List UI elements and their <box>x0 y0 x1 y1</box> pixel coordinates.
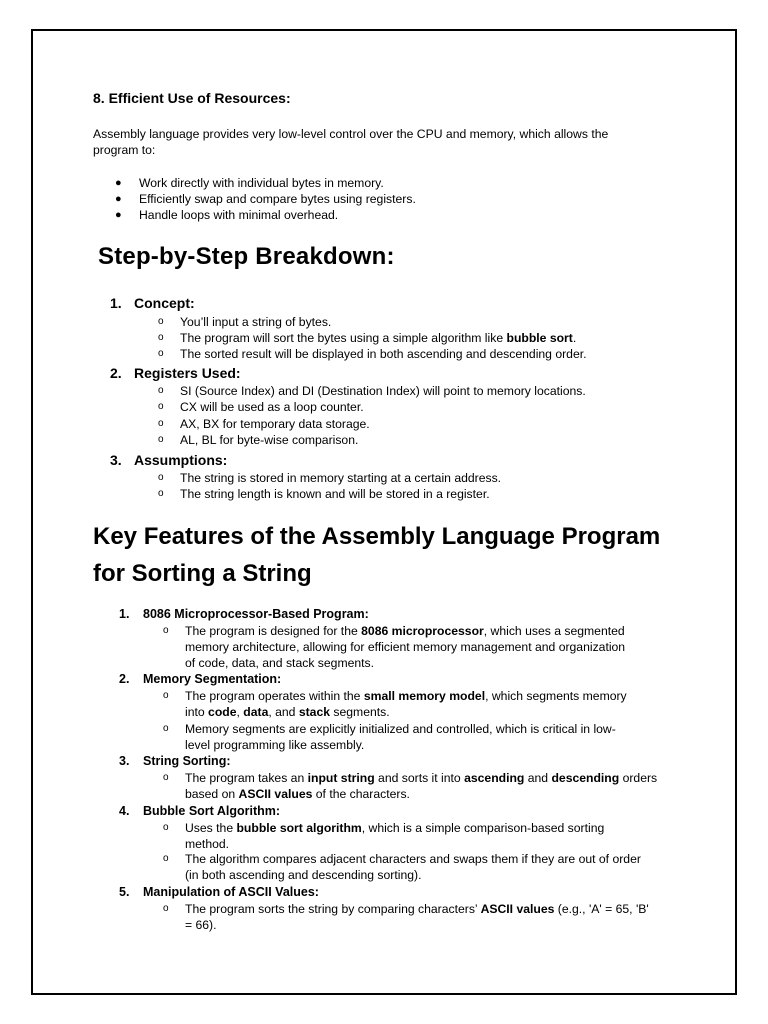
bullet-icon: ● <box>115 177 122 189</box>
circle-bullet-icon: o <box>163 625 169 636</box>
text-line <box>185 836 685 852</box>
text-run: The program sorts the string by comparing characters’ <box>185 902 481 916</box>
circle-bullet-icon: o <box>158 348 164 359</box>
sub-item: o The string is stored in memory starting at a certain address. <box>158 471 502 485</box>
text-run: level programming like assembly. <box>185 738 365 752</box>
bullet-item: ● Handle loops with minimal overhead. <box>115 208 339 222</box>
feature-number: 3. <box>119 754 130 768</box>
breakdown-item-heading: 3. Assumptions: <box>110 452 228 468</box>
feature-number: 5. <box>119 885 130 899</box>
feature-heading <box>119 754 231 768</box>
circle-bullet-icon: o <box>158 418 164 429</box>
circle-bullet-icon: o <box>158 332 164 343</box>
circle-bullet-icon: o <box>158 401 164 412</box>
text-run: , and <box>268 705 299 719</box>
sub-item: o You’ll input a string of bytes. <box>158 315 332 329</box>
feature-sub-item <box>163 820 685 852</box>
text-run: of the characters. <box>312 787 410 801</box>
feature-sub-item <box>163 851 685 883</box>
bold-text: input string <box>307 771 375 785</box>
text-line <box>185 623 685 639</box>
feature-heading <box>119 672 282 686</box>
bullet-icon: ● <box>115 193 122 205</box>
text-run: , which segments memory <box>485 689 627 703</box>
sub-item: o CX will be used as a loop counter. <box>158 400 364 414</box>
feature-sub-item <box>163 688 685 720</box>
bold-text: bubble sort algorithm <box>236 821 362 835</box>
text-run: of code, data, and stack segments. <box>185 656 375 670</box>
sub-item: o The program will sort the bytes using a simple algorithm like bubble sort. <box>158 331 577 345</box>
feature-heading <box>119 804 281 818</box>
text-line <box>185 737 685 753</box>
feature-label: 8086 Microprocessor-Based Program: <box>143 607 369 621</box>
feature-sub-item <box>163 623 685 671</box>
breakdown-item-heading: 1. Concept: <box>110 295 195 311</box>
text-run: The program operates within the <box>185 689 364 703</box>
text-line <box>185 786 685 802</box>
sub-item: o AX, BX for temporary data storage. <box>158 417 370 431</box>
circle-bullet-icon: o <box>163 853 169 864</box>
bullet-item: ● Work directly with individual bytes in memory. <box>115 176 384 190</box>
circle-bullet-icon: o <box>163 903 169 914</box>
bold-text: ASCII values <box>480 902 555 916</box>
circle-bullet-icon: o <box>158 472 164 483</box>
circle-bullet-icon: o <box>163 723 169 734</box>
text-line <box>185 721 685 737</box>
feature-number: 2. <box>119 672 130 686</box>
text-run: method. <box>185 837 230 851</box>
text-line <box>185 851 685 867</box>
text-run: (e.g., 'A' = 65, 'B' <box>554 902 649 916</box>
circle-bullet-icon: o <box>158 316 164 327</box>
bold-text: descending <box>551 771 620 785</box>
sub-item: o AL, BL for byte-wise comparison. <box>158 433 359 447</box>
feature-label: Memory Segmentation: <box>143 672 282 686</box>
text-run: segments. <box>330 705 390 719</box>
text-run: The algorithm compares adjacent characters and swaps them if they are out of order <box>185 852 641 866</box>
circle-bullet-icon: o <box>158 488 164 499</box>
feature-sub-item <box>163 770 685 802</box>
text-run: The program is designed for the <box>185 624 362 638</box>
feature-heading <box>119 885 319 899</box>
text-run: memory architecture, allowing for efficient memory management and organization <box>185 640 626 654</box>
circle-bullet-icon: o <box>158 434 164 445</box>
text-line <box>185 704 685 720</box>
text-line <box>185 917 685 933</box>
feature-label: Manipulation of ASCII Values: <box>143 885 319 899</box>
feature-sub-item <box>163 901 685 933</box>
circle-bullet-icon: o <box>158 385 164 396</box>
bold-text: ascending <box>464 771 525 785</box>
sub-item: o SI (Source Index) and DI (Destination Index) will point to memory locations. <box>158 384 586 398</box>
bold-text: 8086 microprocessor <box>361 624 484 638</box>
breakdown-item-heading: 2. Registers Used: <box>110 365 241 381</box>
bold-text: code <box>208 705 237 719</box>
bold-text: ASCII values <box>238 787 313 801</box>
feature-heading <box>119 607 369 621</box>
text-run: and sorts it into <box>374 771 465 785</box>
text-run: , which is a simple comparison-based sorting <box>361 821 605 835</box>
feature-label: Bubble Sort Algorithm: <box>143 804 281 818</box>
intro-paragraph: Assembly language provides very low-level control over the CPU and memory, which allows the program to: <box>93 127 609 157</box>
text-run: = 66). <box>185 918 217 932</box>
text-run: (in both ascending and descending sorting). <box>185 868 422 882</box>
features-title: Key Features of the Assembly Language Program for Sorting a String <box>93 523 661 587</box>
bold-text: stack <box>298 705 331 719</box>
text-run: and <box>524 771 552 785</box>
text-line <box>185 655 685 671</box>
circle-bullet-icon: o <box>163 822 169 833</box>
feature-label: String Sorting: <box>143 754 231 768</box>
text-run: Memory segments are explicitly initialized and controlled, which is critical in low- <box>185 722 616 736</box>
feature-number: 4. <box>119 804 130 818</box>
circle-bullet-icon: o <box>163 772 169 783</box>
bold-text: small memory model <box>363 689 486 703</box>
text-run: orders <box>619 771 658 785</box>
text-run: into <box>185 705 209 719</box>
text-line <box>185 867 685 883</box>
section-heading: 8. Efficient Use of Resources: <box>93 90 291 106</box>
text-line <box>185 820 685 836</box>
feature-sub-item <box>163 721 685 753</box>
breakdown-title: Step-by-Step Breakdown: <box>98 243 395 270</box>
circle-bullet-icon: o <box>163 690 169 701</box>
text-run: based on <box>185 787 239 801</box>
text-line <box>185 901 685 917</box>
bullet-item: ● Efficiently swap and compare bytes using registers. <box>115 192 416 206</box>
feature-number: 1. <box>119 607 130 621</box>
sub-item: o The sorted result will be displayed in both ascending and descending order. <box>158 347 587 361</box>
text-run: , <box>236 705 244 719</box>
text-run: Uses the <box>185 821 237 835</box>
text-line <box>185 639 685 655</box>
sub-item: o The string length is known and will be stored in a register. <box>158 487 490 501</box>
text-line <box>185 688 685 704</box>
text-run: , which uses a segmented <box>483 624 625 638</box>
text-run: The program takes an <box>185 771 308 785</box>
text-line <box>185 770 685 786</box>
bold-text: data <box>243 705 269 719</box>
bullet-icon: ● <box>115 209 122 221</box>
